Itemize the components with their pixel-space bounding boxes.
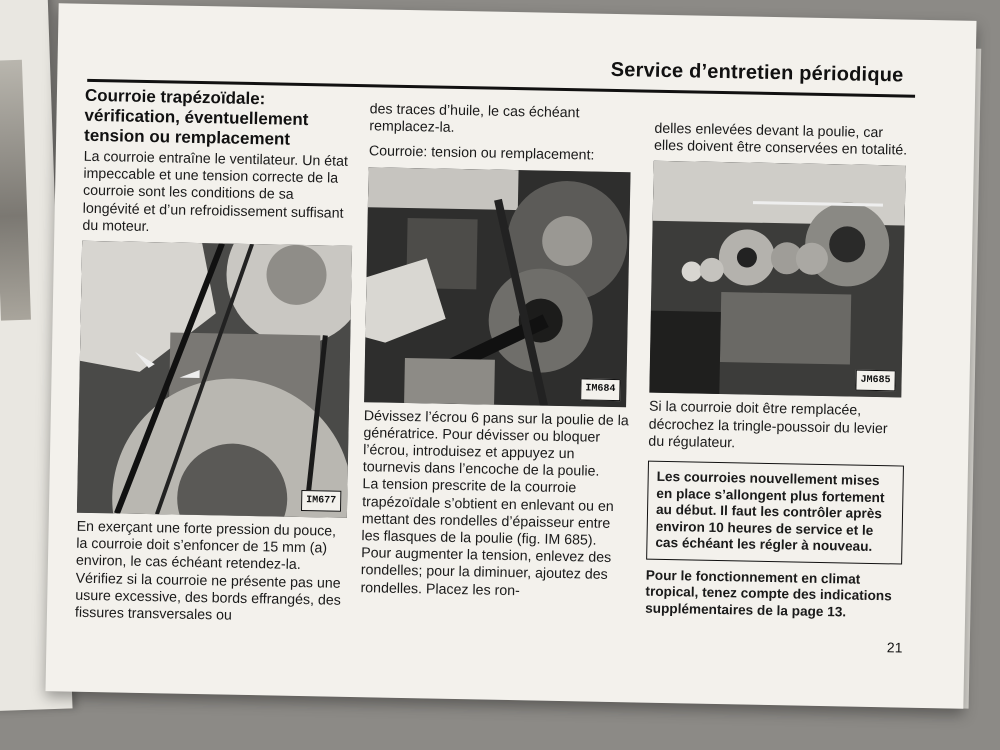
paragraph-replace: Si la courroie doit être remplacée, décrochez la tringle-poussoir du levier du régulateur. (648, 399, 888, 452)
paragraph-pressure: En exerçant une forte pression du pouce, la courroie doit s’enfoncer de 15 mm (a) environ, le cas échéant retendez-la. (75, 518, 337, 574)
notice-box: Les courroies nouvellement mises en place s’allongent plus fortement au début. Il faut les contrôler après environ 10 heures de service et le cas échéant les régler à nouveau. (646, 461, 904, 564)
subheading: Courroie: tension ou remplacement: (368, 143, 595, 164)
column-2 (360, 101, 635, 602)
page-header-title: Service d’entretien périodique (610, 58, 904, 87)
photo-pulley-nut (364, 167, 630, 407)
paragraph-continued: des traces d’huile, le cas échéant remplacez-la. (369, 101, 580, 137)
photo-pulley-washers (649, 161, 905, 398)
section-title-line-3: tension ou remplacement (83, 125, 291, 149)
section-title-line-1: Courroie trapézoïdale: (84, 85, 266, 109)
paragraph-inspection: Vérifiez si la courroie ne présente pas une usure excessive, des bords effrangés, des fissures transversales ou (74, 570, 341, 624)
page-number: 21 (886, 639, 903, 656)
manual-page (45, 3, 976, 708)
intro-paragraph: La courroie entraîne le ventilateur. Un état impeccable et une tension correcte de la courroie sont les conditions de sa longévité et d’un refroidissement suffisant du moteur. (82, 148, 349, 235)
figure-code: IM677 (301, 490, 341, 512)
paragraph-unscrew: Dévissez l’écrou 6 pans sur la poulie de la génératrice. Pour dévisser ou bloquer l’écrou, introduisez et appuyez un tournevis dans l’encoche de la poulie. (362, 407, 629, 480)
figure-code: IM684 (580, 379, 620, 401)
paragraph-continued: delles enlevées devant la poulie, car elles doivent être conservées en totalité. (653, 120, 908, 159)
section-title (84, 86, 355, 151)
column-3 (645, 121, 910, 622)
column-1 (75, 86, 355, 627)
paragraph-tension: La tension prescrite de la courroie trapézoïdale s’obtient en enlevant ou en mettant des rondelles d’épaisseur entre les flasques de la poulie (fig. IM 685). Pour augmenter la tension, enlevez des rondelles; pour la diminuer, ajoutez des rondelles. Placez les ron- (360, 476, 614, 599)
figure-code: JM685 (855, 370, 895, 392)
section-title-line-2: vérification, éventuellement (84, 105, 309, 130)
tropical-note: Pour le fonctionnement en climat tropical, tenez compte des indications supplémentaires de la page 13. (645, 567, 892, 619)
photo-belt-pressure (77, 241, 352, 518)
